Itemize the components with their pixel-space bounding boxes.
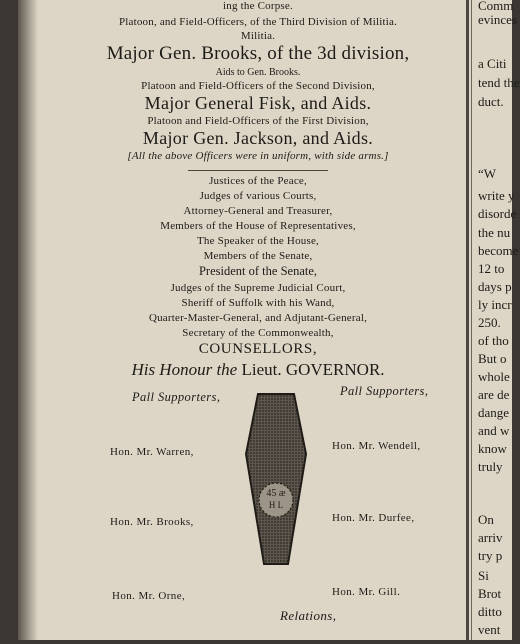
platoon-second-division: Platoon and Field-Officers of the Second Division,: [141, 80, 375, 92]
section-rule: [188, 170, 328, 171]
adjacent-text: vent: [478, 622, 501, 637]
adjacent-text: Comm: [478, 0, 514, 13]
official-line: Quarter-Master-General, and Adjutant-General,: [148, 312, 368, 324]
adjacent-text: whole: [478, 369, 510, 384]
adjacent-text: Si: [478, 568, 489, 583]
adjacent-text: of tho: [478, 333, 509, 348]
adjacent-text: become: [478, 243, 519, 258]
official-line: Attorney-General and Treasurer,: [183, 205, 333, 217]
adjacent-text: days p: [478, 279, 512, 294]
adjacent-text: “W: [478, 166, 497, 181]
adjacent-text: are de: [478, 387, 510, 402]
relations-heading: Relations,: [280, 608, 337, 623]
coffin-illustration: [244, 392, 308, 567]
adjacent-text: duct.: [478, 94, 504, 109]
left-supporter: Hon. Mr. Brooks,: [110, 516, 194, 528]
official-line: Sheriff of Suffolk with his Wand,: [181, 297, 335, 309]
adjacent-text: Brot: [478, 586, 502, 601]
adjacent-text: 250.: [478, 315, 501, 330]
platoon-third-division: Platoon, and Field-Officers, of the Third Division of Militia.: [118, 16, 398, 28]
coffin-inscription-initials: H L: [268, 500, 284, 510]
right-supporter: Hon. Mr. Gill.: [332, 586, 401, 598]
official-line: Members of the House of Representatives,: [160, 220, 356, 232]
coffin-icon: [244, 392, 308, 567]
platoon-third-division-cont: Militia.: [240, 30, 276, 42]
counsellors-heading: COUNSELLORS,: [198, 341, 318, 357]
adjacent-text: arriv: [478, 530, 503, 545]
top-line: ing the Corpse.: [223, 0, 293, 12]
adjacent-text: know: [478, 441, 507, 456]
adjacent-text: dange: [478, 405, 510, 420]
pall-supporters-left: Pall Supporters,: [132, 390, 221, 404]
adjacent-text: ditto: [478, 604, 502, 619]
newspaper-page: [18, 0, 520, 640]
adjacent-column: [476, 0, 520, 640]
major-general-jackson: Major Gen. Jackson, and Aids.: [142, 128, 374, 148]
left-supporter: Hon. Mr. Warren,: [110, 446, 194, 458]
adjacent-text: a Citi: [478, 56, 507, 71]
coffin-inscription-age: 45 æ: [266, 488, 286, 499]
adjacent-text: try p: [478, 548, 503, 563]
adjacent-text: write y: [478, 188, 515, 203]
uniform-note: [All the above Officers were in uniform, with side arms.]: [127, 150, 389, 162]
major-general-fisk: Major General Fisk, and Aids.: [144, 93, 372, 113]
left-supporter: Hon. Mr. Orne,: [112, 590, 186, 602]
column-rule: [466, 0, 469, 640]
adjacent-text: truly: [478, 459, 503, 474]
official-line: The Speaker of the House,: [197, 235, 319, 247]
adjacent-text: But o: [478, 351, 507, 366]
adjacent-text: tend the: [478, 75, 520, 90]
brooks-third-division: Major Gen. Brooks, of the 3d division,: [106, 43, 410, 64]
page-fold-shadow: [18, 0, 38, 640]
official-line: Judges of various Courts,: [199, 190, 317, 202]
adjacent-text: disorde: [478, 206, 517, 221]
lieut-governor-title: Lieut. GOVERNOR.: [241, 360, 385, 379]
official-line: President of the Senate,: [198, 264, 318, 278]
right-supporter: Hon. Mr. Wendell,: [332, 440, 421, 452]
official-line: Secretary of the Commonwealth,: [182, 327, 334, 339]
official-line: Justices of the Peace,: [209, 175, 307, 187]
lieut-governor-line: [48, 360, 468, 380]
lieut-governor-prefix: His Honour the: [131, 360, 238, 379]
aids-to-brooks: Aids to Gen. Brooks.: [215, 67, 301, 78]
adjacent-text: the nu: [478, 225, 511, 240]
platoon-first-division: Platoon and Field-Officers of the First Division,: [147, 115, 369, 127]
adjacent-text: ly incr: [478, 297, 512, 312]
adjacent-text: 12 to: [478, 261, 505, 276]
official-line: Members of the Senate,: [203, 250, 313, 262]
adjacent-text: evinces: [478, 12, 517, 27]
adjacent-text: and w: [478, 423, 510, 438]
column-rule-thin: [471, 0, 472, 640]
pall-supporters-right: Pall Supporters,: [340, 384, 429, 398]
right-supporter: Hon. Mr. Durfee,: [332, 512, 415, 524]
adjacent-text: On: [478, 512, 494, 527]
official-line: Judges of the Supreme Judicial Court,: [170, 282, 346, 294]
procession-column: [48, 0, 468, 644]
